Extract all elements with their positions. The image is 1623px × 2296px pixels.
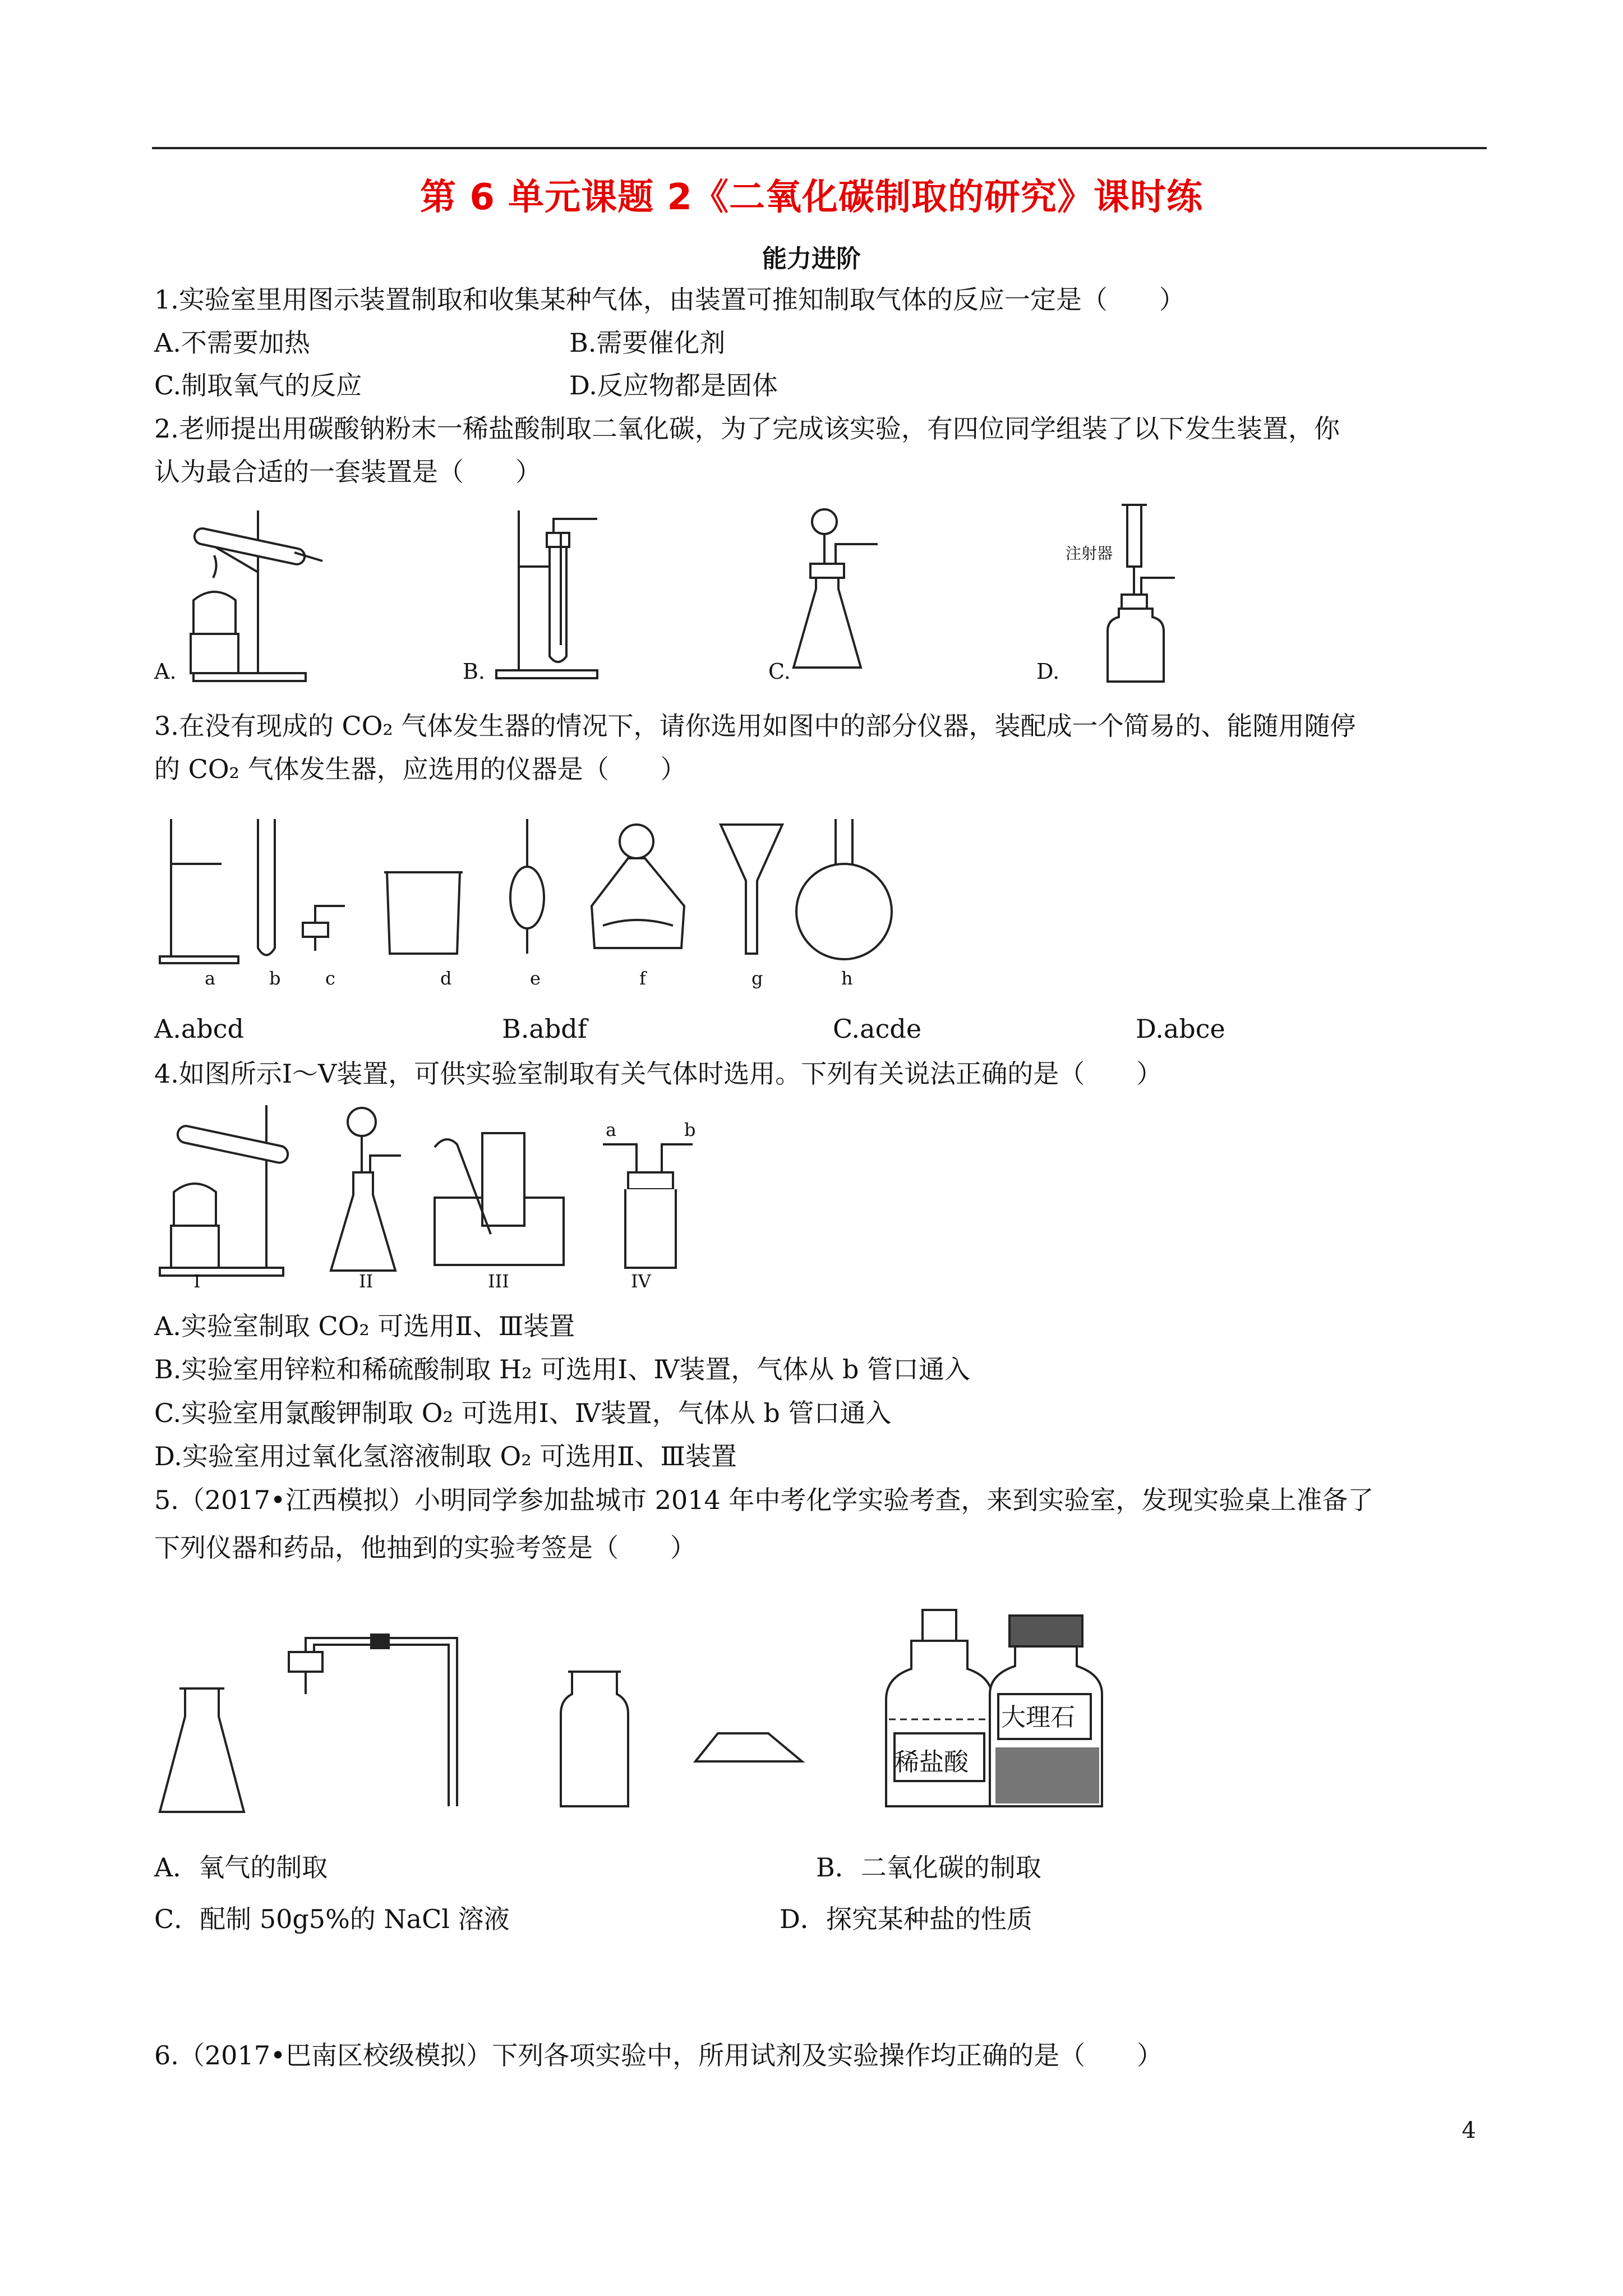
q3-item-d-beaker — [384, 872, 463, 954]
header-rule — [152, 147, 1487, 149]
q5-bottle-label-marble: 大理石 — [1001, 1703, 1075, 1732]
q3-label-e: e — [530, 968, 541, 989]
q4-apparatus-iii — [435, 1133, 564, 1265]
q4-label-ii: II — [359, 1271, 374, 1292]
q2-apparatus-c — [794, 509, 878, 668]
q2-apparatus-a — [191, 510, 322, 681]
q4-label-iii: III — [488, 1271, 509, 1292]
q4-apparatus-i — [160, 1105, 289, 1276]
q4-option-d: D.实验室用过氧化氢溶液制取 O₂ 可选用Ⅱ、Ⅲ装置 — [154, 1441, 737, 1471]
q2-label-a: A. — [154, 659, 177, 684]
q3-item-a-stand — [160, 819, 238, 963]
q3-label-h: h — [841, 968, 853, 989]
q1-option-c: C.制取氧气的反应 — [154, 370, 362, 401]
q3-label-b: b — [269, 968, 281, 989]
q4-tube-label-b: b — [684, 1119, 696, 1140]
q3-item-h-flask — [796, 819, 892, 959]
q5-option-c: C．配制 50g5%的 NaCl 溶液 — [154, 1904, 510, 1934]
q5-bottle-label-acid: 稀盐酸 — [895, 1748, 969, 1777]
q3-item-b-testtube — [258, 819, 275, 955]
q1-option-a: A.不需要加热 — [154, 328, 310, 358]
q3-label-d: d — [440, 968, 452, 989]
q2-syringe-label: 注射器 — [1066, 544, 1113, 563]
q4-apparatus-ii — [331, 1108, 401, 1271]
q1-option-b: B.需要催化剂 — [569, 328, 726, 358]
q3-option-b: B.abdf — [502, 1014, 587, 1044]
q4-stem: 4.如图所示Ⅰ～Ⅴ装置，可供实验室制取有关气体时选用。下列有关说法正确的是（ ） — [154, 1059, 1163, 1089]
q5-option-b: B．二氧化碳的制取 — [816, 1852, 1041, 1883]
q2-apparatus-d — [1108, 505, 1175, 682]
q2-stem-line1: 2.老师提出用碳酸钠粉末一稀盐酸制取二氧化碳，为了完成该实验，有四位同学组装了以下发生装置，你 — [154, 413, 1340, 444]
q5-option-d: D．探究某种盐的性质 — [780, 1904, 1032, 1934]
q4-apparatus-iv — [603, 1144, 693, 1268]
q5-option-a: A．氧气的制取 — [154, 1852, 328, 1883]
q4-option-c: C.实验室用氯酸钾制取 O₂ 可选用Ⅰ、Ⅳ装置，气体从 b 管口通入 — [154, 1398, 892, 1428]
q5-stopper-tube — [289, 1634, 457, 1806]
q3-item-c-stopper — [303, 906, 345, 951]
q5-figure — [154, 1604, 1136, 1818]
q4-figure — [154, 1099, 715, 1285]
q2-stem-line2: 认为最合适的一套装置是（ ） — [154, 457, 541, 487]
q2-figure — [154, 499, 1276, 690]
q4-label-iv: IV — [631, 1271, 651, 1292]
page-number: 4 — [1461, 2118, 1476, 2143]
q1-option-d: D.反应物都是固体 — [569, 370, 778, 401]
q3-label-g: g — [751, 968, 763, 989]
q2-label-c: C. — [768, 659, 791, 684]
q3-option-a: A.abcd — [154, 1014, 244, 1044]
q1-stem: 1.实验室里用图示装置制取和收集某种气体，由装置可推知制取气体的反应一定是（ ） — [154, 284, 1185, 315]
q3-label-a: a — [205, 968, 216, 989]
q4-label-i: I — [193, 1271, 201, 1292]
q4-option-b: B.实验室用锌粒和稀硫酸制取 H₂ 可选用Ⅰ、Ⅳ装置，气体从 b 管口通入 — [154, 1354, 971, 1384]
q3-option-d: D.abce — [1136, 1014, 1225, 1044]
q3-stem-line1: 3.在没有现成的 CO₂ 气体发生器的情况下，请你选用如图中的部分仪器，装配成一个简易的、能随用随停 — [154, 711, 1356, 741]
q5-stem-line2: 下列仪器和药品，他抽到的实验考签是（ ） — [154, 1533, 696, 1563]
q2-label-b: B. — [463, 659, 486, 684]
q3-item-f-kipp — [592, 825, 684, 948]
q5-stem-line1: 5.（2017•江西模拟）小明同学参加盐城市 2014 年中考化学实验考查，来到实验室，发现实验桌上准备了 — [154, 1485, 1374, 1515]
q5-wide-bottle — [561, 1672, 628, 1806]
q6-stem: 6.（2017•巴南区校级模拟）下列各项实验中，所用试剂及实验操作均正确的是（ ） — [154, 2040, 1163, 2070]
q2-apparatus-b — [496, 510, 597, 678]
q3-option-c: C.acde — [833, 1014, 922, 1044]
page-title: 第 6 单元课题 2《二氧化碳制取的研究》课时练 — [420, 177, 1203, 218]
q3-figure — [154, 808, 1192, 976]
q4-tube-label-a: a — [606, 1119, 617, 1140]
q2-label-d: D. — [1036, 659, 1060, 684]
q3-item-e-funnel — [510, 819, 544, 954]
q4-option-a: A.实验室制取 CO₂ 可选用Ⅱ、Ⅲ装置 — [154, 1311, 575, 1341]
q3-label-c: c — [325, 968, 335, 989]
section-heading: 能力进阶 — [762, 245, 861, 273]
q5-glass-slide — [695, 1733, 802, 1761]
q3-item-g-funnel — [721, 825, 782, 954]
q3-label-f: f — [639, 968, 646, 989]
q3-stem-line2: 的 CO₂ 气体发生器，应选用的仪器是（ ） — [154, 754, 686, 784]
q5-conical-flask — [160, 1688, 244, 1812]
